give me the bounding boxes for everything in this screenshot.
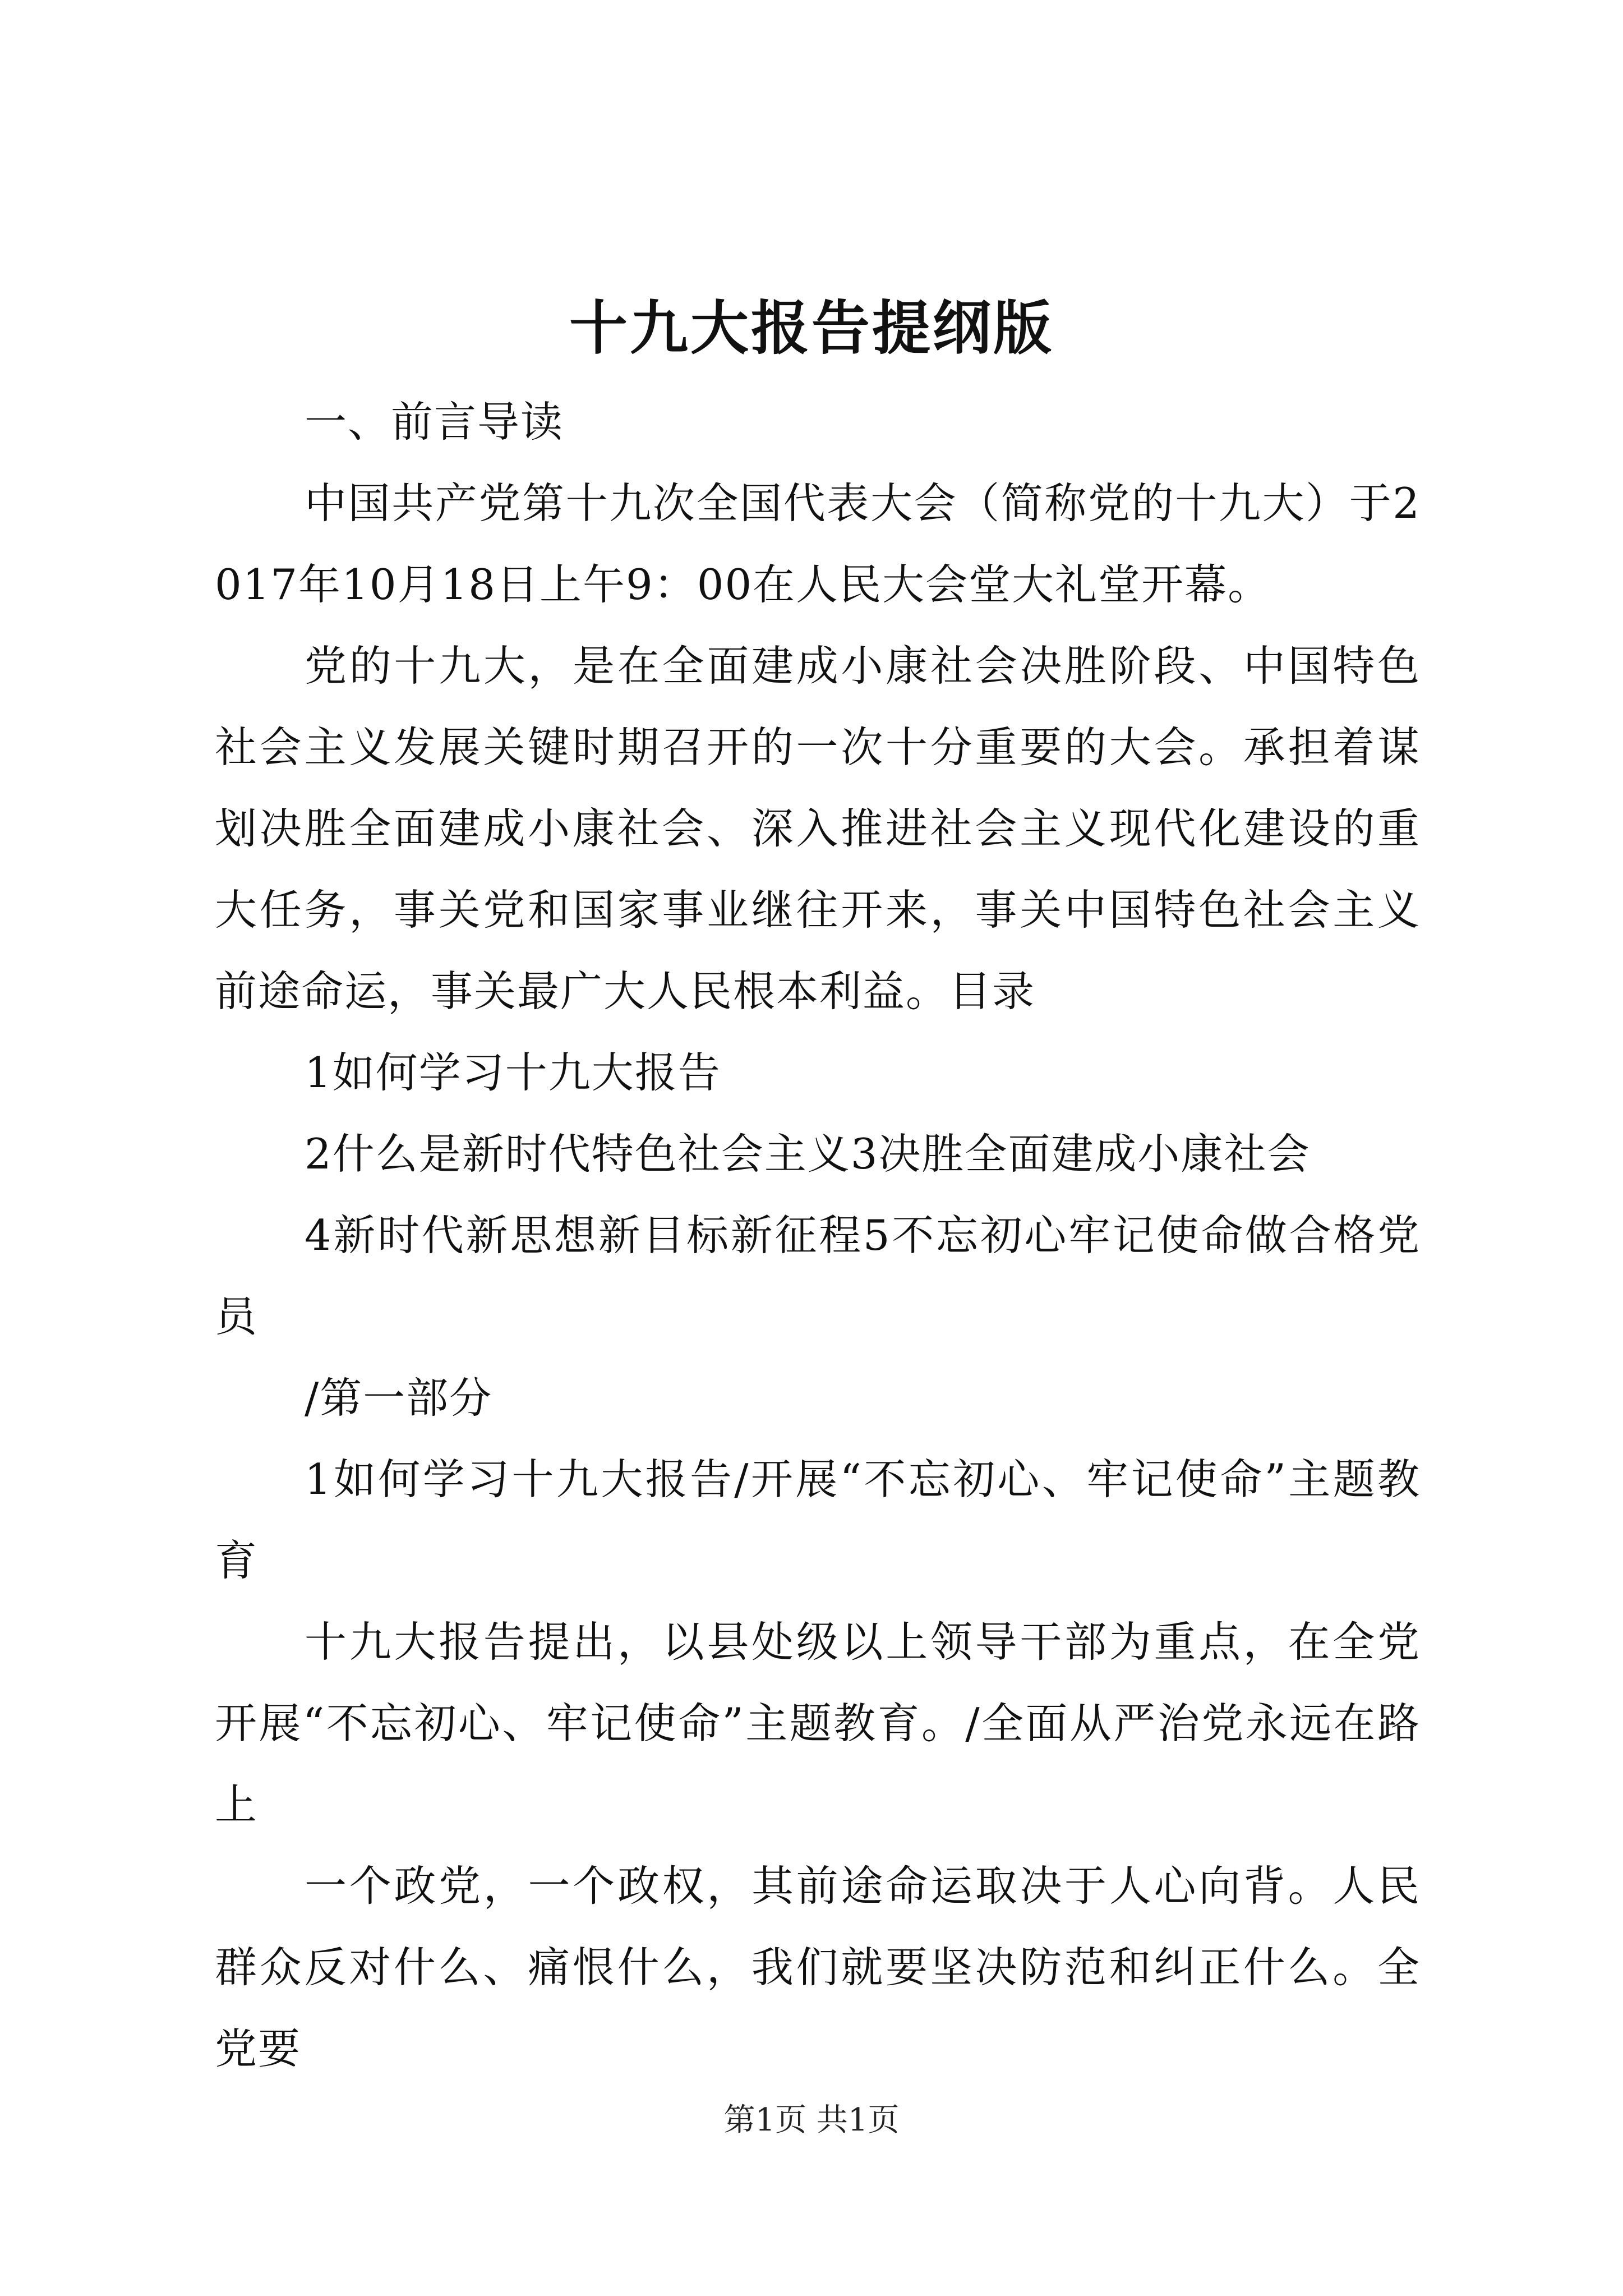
toc-item-2-3: 2什么是新时代特色社会主义3决胜全面建成小康社会 <box>305 1129 1311 1179</box>
toc-item-4-5: 4新时代新思想新目标新征程5不忘初心牢记使命做合格党员 <box>215 1211 1421 1341</box>
section-heading-part-one: /第一部分 <box>305 1373 493 1423</box>
paragraph-heading-preface: 一、前言导读 <box>305 397 564 447</box>
page-footer: 第1页 共1页 <box>723 2102 900 2138</box>
paragraph-significance: 党的十九大，是在全面建成小康社会决胜阶段、中国特色社会主义发展关键时期召开的一次十分重要的大会。承担着谋划决胜全面建成小康社会、深入推进社会主义现代化建设的重大任务，事关党和国家事业继往开来，事关中国特色社会主义前途命运，事关最广大人民根本利益。目录 <box>215 641 1421 1016</box>
document-body <box>215 381 1421 2090</box>
subsection-heading: 1如何学习十九大报告/开展“不忘初心、牢记使命”主题教育 <box>215 1455 1421 1585</box>
toc-item-1: 1如何学习十九大报告 <box>305 1048 721 1097</box>
document-title: 十九大报告提纲版 <box>569 293 1054 362</box>
paragraph-theme-education: 十九大报告提出，以县处级以上领导干部为重点，在全党开展“不忘初心、牢记使命”主题教育。/全面从严治党永远在路上 <box>215 1617 1421 1829</box>
paragraph-opening-date: 中国共产党第十九次全国代表大会（简称党的十九大）于2017年10月18日上午9：00在人民大会堂大礼堂开幕。 <box>215 478 1421 609</box>
paragraph-party-governance: 一个政党，一个政权，其前途命运取决于人心向背。人民群众反对什么、痛恨什么，我们就要坚决防范和纠正什么。全党要 <box>215 1861 1421 2073</box>
